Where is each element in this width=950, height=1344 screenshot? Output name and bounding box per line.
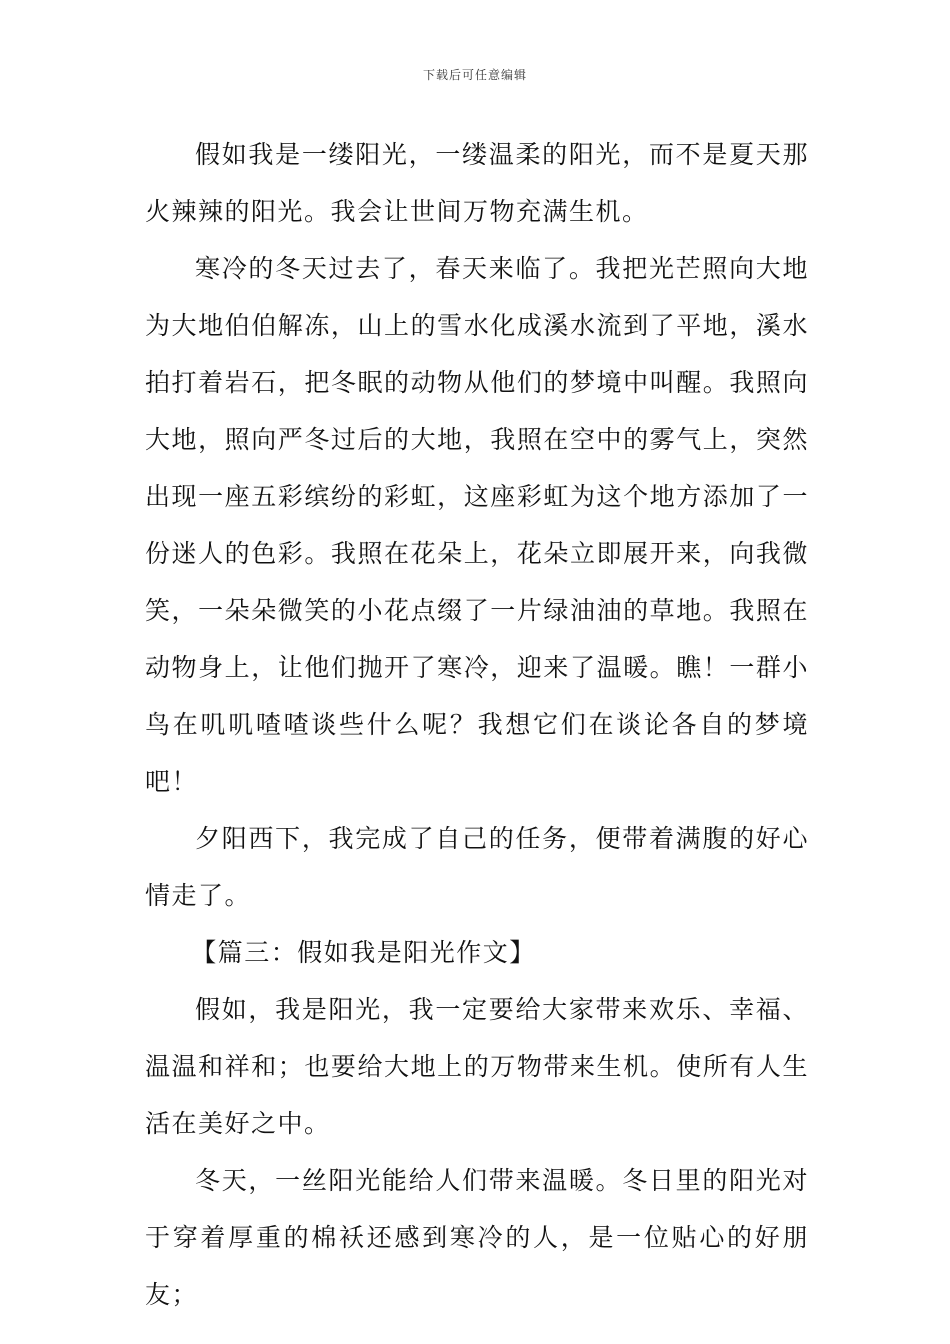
paragraph-2: 寒冷的冬天过去了，春天来临了。我把光芒照向大地为大地伯伯解冻，山上的雪水化成溪水流到了平地，溪水拍打着岩石，把冬眠的动物从他们的梦境中叫醒。我照向大地，照向严冬过后的大地，我照在空中的雾气上，突然出现一座五彩缤纷的彩虹，这座彩虹为这个地方添加了一份迷人的色彩。我照在花朵上，花朵立即展开来，向我微笑，一朵朵微笑的小花点缀了一片绿油油的草地。我照在动物身上，让他们抛开了寒冷，迎来了温暖。瞧！一群小鸟在叽叽喳喳谈些什么呢？我想它们在谈论各自的梦境吧！ bbox=[145, 254, 809, 796]
paragraph-3: 夕阳西下，我完成了自己的任务，便带着满腹的好心情走了。 bbox=[145, 824, 809, 910]
document-body bbox=[145, 126, 809, 1323]
section-heading: 【篇三：假如我是阳光作文】 bbox=[191, 938, 536, 967]
page-header-note: 下载后可任意编辑 bbox=[422, 68, 527, 82]
paragraph-4: 假如，我是阳光，我一定要给大家带来欢乐、幸福、温温和祥和；也要给大地上的万物带来生机。使所有人生活在美好之中。 bbox=[145, 995, 809, 1138]
paragraph-5: 冬天，一丝阳光能给人们带来温暖。冬日里的阳光对于穿着厚重的棉袄还感到寒冷的人，是一位贴心的好朋友； bbox=[145, 1166, 809, 1309]
paragraph-1: 假如我是一缕阳光，一缕温柔的阳光，而不是夏天那火辣辣的阳光。我会让世间万物充满生机。 bbox=[145, 140, 809, 226]
